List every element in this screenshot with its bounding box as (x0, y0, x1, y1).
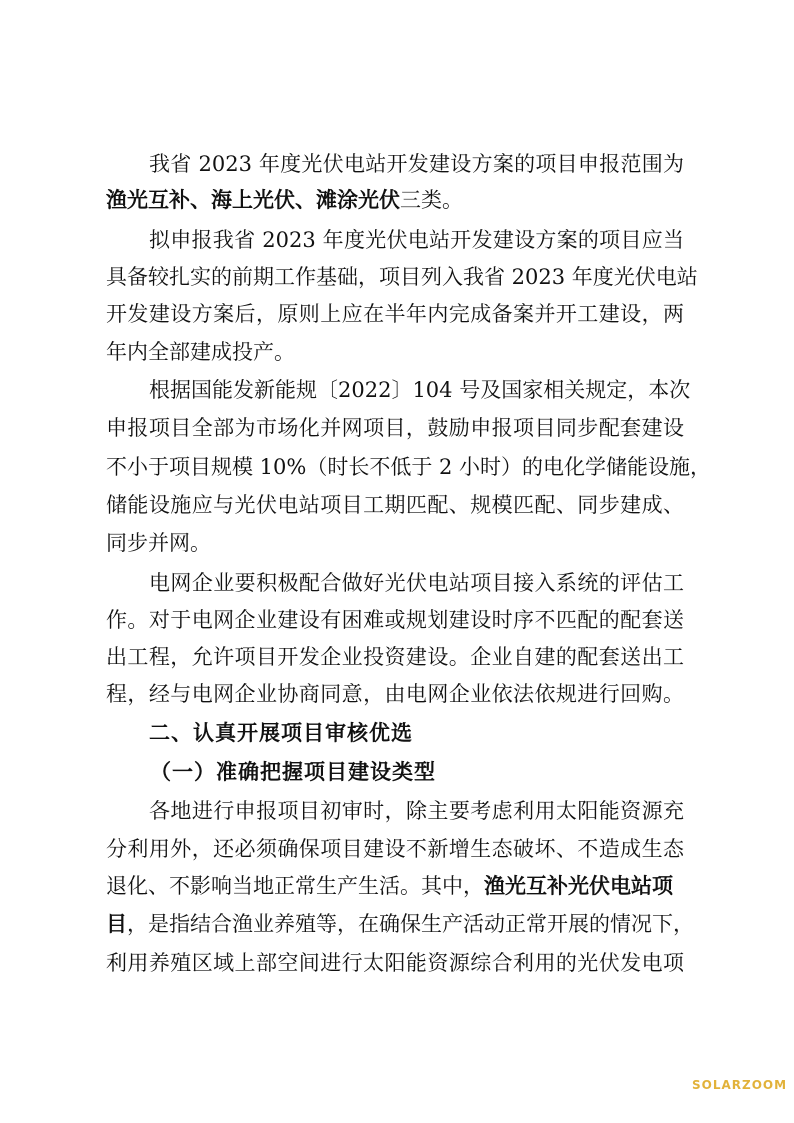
paragraph-5-line-4 (106, 907, 694, 941)
paragraph-2-line-2: 具备较扎实的前期工作基础，项目列入我省 2023 年度光伏电站 (106, 265, 698, 289)
paragraph-3-line-4: 储能设施应与光伏电站项目工期匹配、规模匹配、同步建成、 (106, 493, 684, 517)
paragraph-3-line-1: 根据国能发新能规〔2022〕104 号及国家相关规定，本次 (149, 378, 691, 402)
paragraph-4-line-4: 程，经与电网企业协商同意，由电网企业依法依规进行回购。 (106, 682, 684, 706)
bold-fishery-pv-term: 渔光互补光伏电站项 (484, 874, 673, 898)
paragraph-3-line-3: 不小于项目规模 10%（时长不低于 2 小时）的电化学储能设施， (106, 455, 712, 479)
paragraph-3-line-5: 同步并网。 (106, 531, 211, 555)
solarzoom-watermark: SOLARZOOM (692, 1078, 788, 1092)
paragraph-4-line-1: 电网企业要积极配合做好光伏电站项目接入系统的评估工 (149, 571, 684, 595)
paragraph-5-line-2: 分利用外，还必须确保项目建设不新增生态破坏、不造成生态 (106, 837, 684, 861)
section-heading: 二、认真开展项目审核优选 (149, 721, 413, 745)
paragraph-2-line-4: 年内全部建成投产。 (106, 340, 295, 364)
paragraph-5-line-1: 各地进行申报项目初审时，除主要考虑利用太阳能资源充 (149, 799, 684, 823)
paragraph-1-line-1: 我省 2023 年度光伏电站开发建设方案的项目申报范围为 (149, 152, 684, 176)
subsection-heading: （一）准确把握项目建设类型 (150, 759, 436, 784)
paragraph-1-line-2 (106, 183, 684, 217)
bold-fishery-pv-term-end: 目 (106, 912, 127, 936)
paragraph-5-line-3-plain: 退化、不影响当地正常生产生活。其中， (106, 874, 484, 898)
bold-project-types: 渔光互补、海上光伏、滩涂光伏 (106, 188, 400, 212)
paragraph-5-line-3 (106, 869, 684, 903)
paragraph-2-line-1: 拟申报我省 2023 年度光伏电站开发建设方案的项目应当 (149, 228, 684, 252)
paragraph-3-line-2: 申报项目全部为市场化并网项目，鼓励申报项目同步配套建设 (106, 416, 684, 440)
paragraph-2-line-3: 开发建设方案后，原则上应在半年内完成备案并开工建设，两 (106, 302, 684, 326)
paragraph-5-line-4-plain: ，是指结合渔业养殖等，在确保生产活动正常开展的情况下， (127, 912, 694, 936)
paragraph-4-line-3: 出工程，允许项目开发企业投资建设。企业自建的配套送出工 (106, 645, 684, 669)
paragraph-4-line-2: 作。对于电网企业建设有困难或规划建设时序不匹配的配套送 (106, 608, 684, 632)
paragraph-5-line-5: 利用养殖区域上部空间进行太阳能资源综合利用的光伏发电项 (106, 951, 684, 975)
paragraph-1-line-2-rest: 三类。 (400, 188, 463, 212)
